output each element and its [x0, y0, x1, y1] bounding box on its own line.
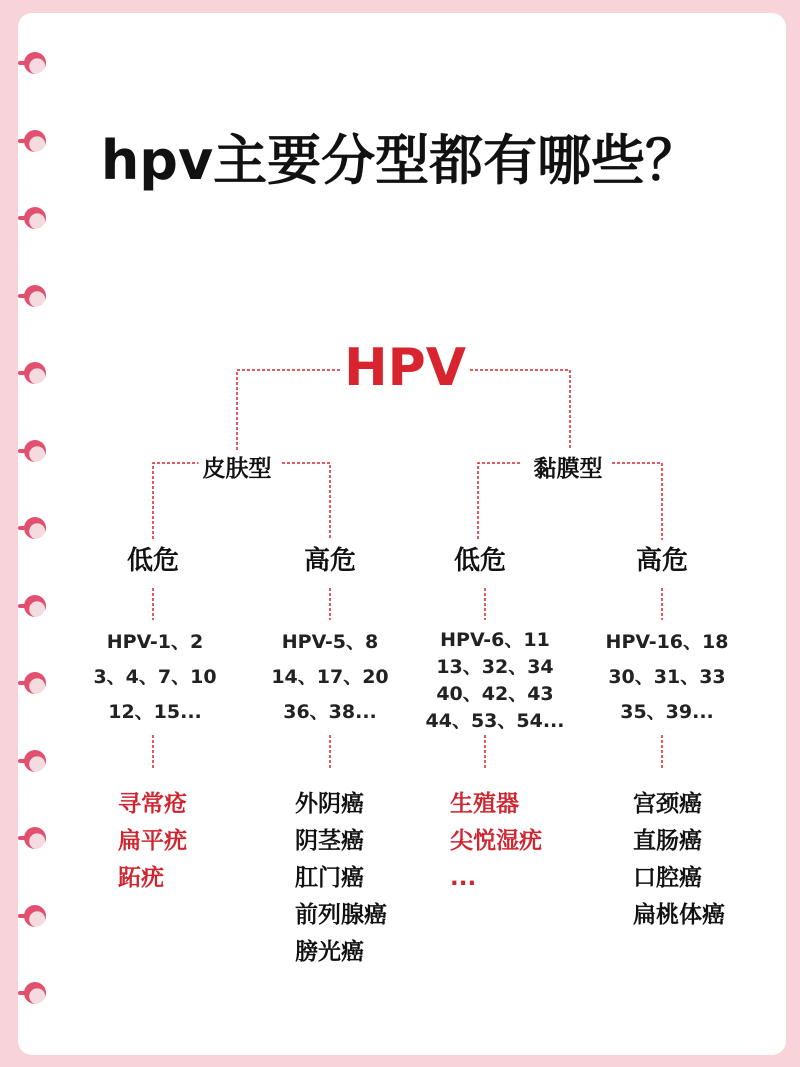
type-line: 35、39... [620, 701, 714, 723]
branch-mucosa-label: 黏膜型 [530, 450, 607, 483]
type-list [271, 625, 388, 730]
type-line: 40、42、43 [436, 683, 554, 705]
disease-item: 扁桃体癌 [633, 902, 725, 928]
disease-item: 扁平疣 [118, 828, 187, 854]
type-list [426, 627, 565, 735]
risk-label: 低危 [453, 546, 507, 576]
type-line: 36、38... [283, 701, 377, 723]
disease-list [295, 786, 387, 971]
type-line: 44、53、54... [425, 710, 565, 732]
risk-label: 高危 [303, 546, 357, 576]
disease-item: 外阴癌 [295, 791, 364, 817]
disease-item: 生殖器 [450, 791, 519, 817]
disease-item: 膀光癌 [295, 939, 364, 965]
type-list [93, 625, 216, 730]
disease-list [118, 786, 187, 897]
disease-item: 尖悦湿疣 [450, 828, 542, 854]
disease-item: 肛门癌 [295, 865, 364, 891]
disease-item: ... [450, 865, 477, 891]
type-line: HPV-1、2 [106, 631, 204, 653]
connector-types [153, 588, 662, 620]
disease-list [633, 786, 725, 934]
type-line: 14、17、20 [271, 666, 389, 688]
disease-item: 口腔癌 [633, 865, 702, 891]
disease-item: 阴茎癌 [295, 828, 364, 854]
type-line: HPV-5、8 [281, 631, 379, 653]
disease-item: 前列腺癌 [295, 902, 387, 928]
root-label: HPV [344, 338, 466, 398]
disease-item: 寻常疮 [118, 791, 187, 817]
disease-item: 跖疣 [118, 865, 164, 891]
disease-item: 直肠癌 [633, 828, 702, 854]
page-title: hpv主要分型都有哪些？ [100, 129, 700, 192]
type-line: 3、4、7、10 [93, 666, 217, 688]
type-line: HPV-16、18 [605, 631, 729, 653]
disease-item: 宫颈癌 [633, 791, 702, 817]
branch-skin-label: 皮肤型 [199, 450, 276, 483]
type-line: 30、31、33 [608, 666, 726, 688]
type-line: 13、32、34 [436, 656, 554, 678]
type-list [606, 625, 729, 730]
risk-label: 低危 [126, 546, 180, 576]
connector-diseases [153, 735, 662, 770]
disease-list [450, 786, 542, 897]
type-line: 12、15... [108, 701, 202, 723]
risk-label: 高危 [635, 546, 689, 576]
type-line: HPV-6、11 [440, 629, 550, 651]
